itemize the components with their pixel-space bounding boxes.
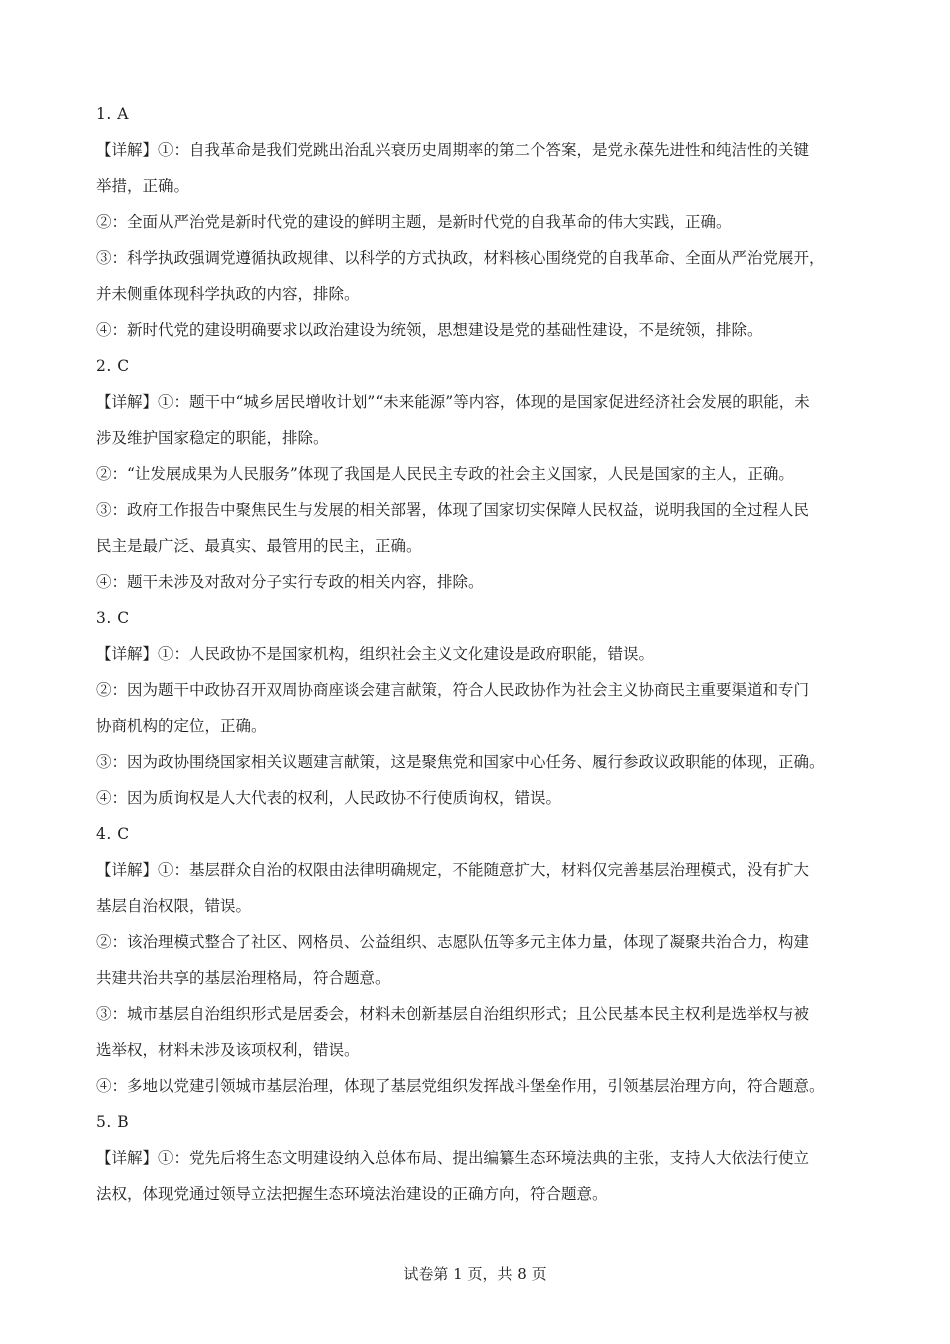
answer-number: 1. A [96,105,129,123]
explanation-line: 民主是最广泛、最真实、最管用的民主，正确。 [96,537,422,555]
explanation-line: ③：因为政协围绕国家相关议题建言献策，这是聚焦党和国家中心任务、履行参政议政职能的体现，正确。 [96,753,825,771]
answer-block [96,348,866,600]
explanation-line: 【详解】①：题干中“城乡居民增收计划”“未来能源”等内容，体现的是国家促进经济社会发展的职能，未 [96,393,810,411]
explanation-line: 基层自治权限，错误。 [96,897,252,915]
answer-block [96,816,866,1104]
explanation-line: 法权，体现党通过领导立法把握生态环境法治建设的正确方向，符合题意。 [96,1185,608,1203]
explanation-line: ③：政府工作报告中聚焦民生与发展的相关部署，体现了国家切实保障人民权益，说明我国的全过程人民 [96,501,810,519]
explanation-line: 共建共治共享的基层治理格局，符合题意。 [96,969,391,987]
explanation-line: 举措，正确。 [96,177,190,195]
explanation-line: ②：因为题干中政协召开双周协商座谈会建言献策，符合人民政协作为社会主义协商民主重要渠道和专门 [96,681,810,699]
explanation-line: ②：该治理模式整合了社区、网格员、公益组织、志愿队伍等多元主体力量，体现了凝聚共治合力，构建 [96,933,810,951]
explanation-line: ④：多地以党建引领城市基层治理，体现了基层党组织发挥战斗堡垒作用，引领基层治理方向，符合题意。 [96,1077,825,1095]
explanation-line: 选举权，材料未涉及该项权利，错误。 [96,1041,360,1059]
answer-block [96,600,866,816]
answer-content [96,96,866,1212]
answer-number: 4. C [96,825,130,843]
answer-number: 2. C [96,357,130,375]
explanation-line: 【详解】①：基层群众自治的权限由法律明确规定，不能随意扩大，材料仅完善基层治理模式，没有扩大 [96,861,810,879]
explanation-line: ④：新时代党的建设明确要求以政治建设为统领，思想建设是党的基础性建设，不是统领，排除。 [96,321,763,339]
answer-block [96,96,866,348]
page-footer: 试卷第 1 页，共 8 页 [403,1265,547,1283]
explanation-line: 【详解】①：人民政协不是国家机构，组织社会主义文化建设是政府职能，错误。 [96,645,655,663]
explanation-line: ③：城市基层自治组织形式是居委会，材料未创新基层自治组织形式；且公民基本民主权利是选举权与被 [96,1005,810,1023]
explanation-line: ②：全面从严治党是新时代党的建设的鲜明主题，是新时代党的自我革命的伟大实践，正确。 [96,213,732,231]
explanation-line: 【详解】①：党先后将生态文明建设纳入总体布局、提出编纂生态环境法典的主张，支持人大依法行使立 [96,1149,810,1167]
explanation-line: ④：题干未涉及对敌对分子实行专政的相关内容，排除。 [96,573,484,591]
explanation-line: 并未侧重体现科学执政的内容，排除。 [96,285,360,303]
answer-number: 5. B [96,1113,130,1131]
explanation-line: ②：“让发展成果为人民服务”体现了我国是人民民主专政的社会主义国家，人民是国家的主人，正确。 [96,465,794,483]
explanation-line: 【详解】①：自我革命是我们党跳出治乱兴衰历史周期率的第二个答案，是党永葆先进性和纯洁性的关键 [96,141,810,159]
explanation-line: ④：因为质询权是人大代表的权利，人民政协不行使质询权，错误。 [96,789,562,807]
explanation-line: 涉及维护国家稳定的职能，排除。 [96,429,329,447]
explanation-line: 协商机构的定位，正确。 [96,717,267,735]
explanation-line: ③：科学执政强调党遵循执政规律、以科学的方式执政，材料核心围绕党的自我革命、全面从严治党展开， [96,249,825,267]
answer-block [96,1104,866,1212]
answer-number: 3. C [96,609,130,627]
